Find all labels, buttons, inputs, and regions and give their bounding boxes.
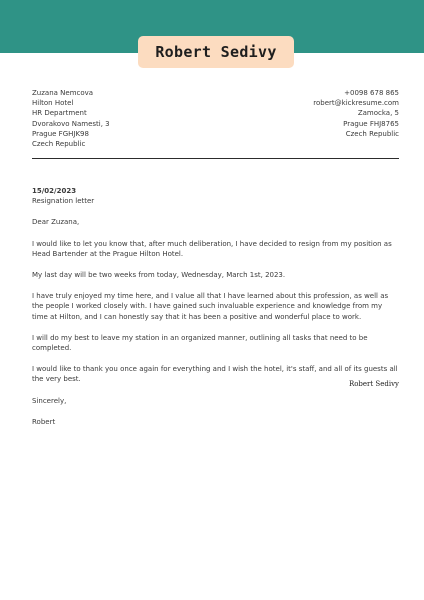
sender-email: robert@kickresume.com (313, 99, 399, 108)
paragraph-3: I have truly enjoyed my time here, and I value all that I have learned about this profession, as well as the people I worked closely with. I have gained such invaluable experience and knowledge from my time at Hilton, and I can honestly say that it has been a positive and wonderful place to work. (32, 292, 389, 321)
letter-subject: Resignation letter (32, 197, 95, 206)
letter-body (32, 186, 398, 427)
recipient-name: Zuzana Nemcova (32, 89, 94, 97)
letter-closing: Sincerely, (32, 396, 67, 405)
sender-phone: +0098 678 865 (344, 89, 399, 97)
recipient-company: Hilton Hotel (32, 99, 74, 108)
signature: Robert Sedivy (348, 380, 399, 388)
paragraph-1: I would like to let you know that, after much deliberation, I have decided to resign from my position as Head Bartender at the Prague Hilton Hotel. (32, 239, 392, 258)
paragraph-5: I would like to thank you once again for everything and I wish the hotel, it's staff, and all of its guests all the very best. (32, 365, 398, 384)
letter-greeting: Dear Zuzana, (32, 218, 80, 227)
sender-country: Czech Republic (345, 129, 399, 138)
sender-street: Zamocka, 5 (357, 109, 399, 118)
recipient-country: Czech Republic (32, 140, 86, 149)
letter-signer: Robert (32, 417, 56, 426)
recipient-department: HR Department (32, 109, 87, 118)
applicant-name: Robert Sedivy (155, 43, 277, 61)
recipient-city: Prague FGHJK98 (32, 129, 89, 138)
recipient-street: Dvorakovo Namesti, 3 (32, 119, 110, 128)
paragraph-4: I will do my best to leave my station in an organized manner, outlining all tasks that need to be completed. (32, 333, 368, 353)
sender-contact (313, 88, 399, 139)
paragraph-2: My last day will be two weeks from today, Wednesday, March 1st, 2023. (32, 271, 286, 280)
letter-date: 15/02/2023 (32, 187, 77, 195)
divider-line (32, 158, 399, 159)
sender-city: Prague FHJ8765 (343, 119, 399, 128)
recipient-address (32, 88, 110, 149)
name-banner (138, 36, 294, 68)
